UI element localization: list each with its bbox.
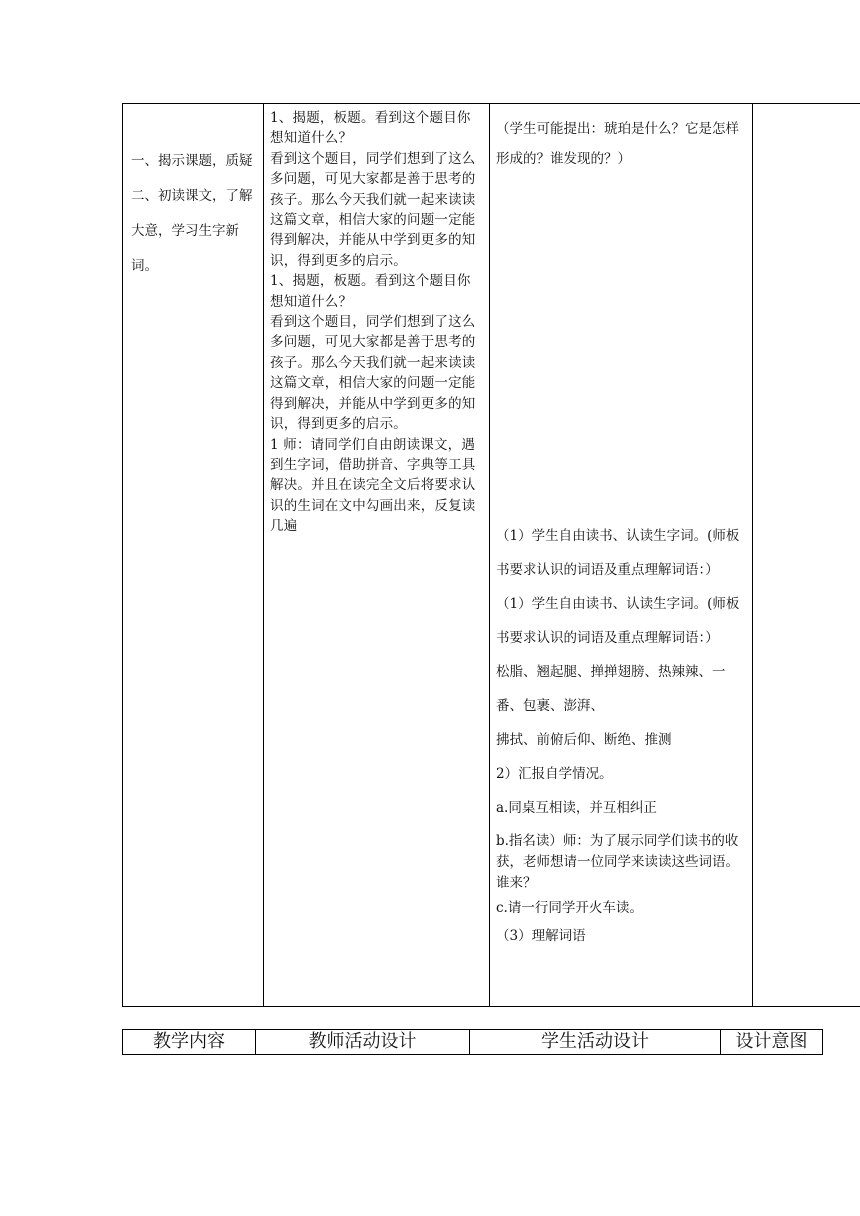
header-teaching-content: 教学内容 xyxy=(123,1030,256,1055)
teacher-paragraph: 1、揭题，板题。看到这个题目你想知道什么？ xyxy=(270,273,471,310)
vocabulary-list-1: 松脂、翘起腿、掸掸翅膀、热辣辣、一番、包裹、澎湃、 xyxy=(496,664,726,714)
header-row xyxy=(123,1030,823,1055)
teacher-paragraph: 1、揭题，板题。看到这个题目你想知道什么？ xyxy=(270,110,471,147)
teacher-paragraph: 1 师：请同学们自由朗读课文，遇到生字词，借助拼音、字典等工具解决。并且在读完全文后将要求认识的生词在文中勾画出来，反复读几遍 xyxy=(270,436,476,535)
student-step-1: （1）学生自由读书、认读生字词。(师板书要求认识的词语及重点理解词语：） xyxy=(496,528,740,578)
student-question-note: （学生可能提出：琥珀是什么？它是怎样形成的？谁发现的？） xyxy=(496,121,739,167)
header-table xyxy=(122,1029,823,1055)
content-item-1: 一、揭示课题，质疑 xyxy=(131,153,253,169)
header-teacher-activity: 教师活动设计 xyxy=(256,1030,470,1055)
table-row xyxy=(123,104,860,1007)
report-step: 2）汇报自学情况。 xyxy=(496,766,613,782)
step-c: c.请一行同学开火车读。 xyxy=(496,900,643,916)
step-a: a.同桌互相读，并互相纠正 xyxy=(496,800,657,816)
header-design-intent: 设计意图 xyxy=(721,1030,823,1055)
teacher-paragraph: 看到这个题目，同学们想到了这么多问题，可见大家都是善于思考的孩子。那么今天我们就一起来读读这篇文章，相信大家的问题一定能得到解决，并能从中学到更多的知识，得到更多的启示。 xyxy=(270,150,476,269)
design-intent-cell xyxy=(753,104,860,1007)
teacher-paragraph: 看到这个题目，同学们想到了这么多问题，可见大家都是善于思考的孩子。那么今天我们就一起来读读这篇文章，相信大家的问题一定能得到解决，并能从中学到更多的知识，得到更多的启示。 xyxy=(270,314,476,433)
content-item-2: 二、初读课文，了解大意，学习生字新词。 xyxy=(131,188,253,274)
student-activity-cell xyxy=(490,104,753,1007)
step-d: （3）理解词语 xyxy=(496,928,586,944)
lesson-plan-table xyxy=(122,103,860,1007)
header-student-activity: 学生活动设计 xyxy=(470,1030,721,1055)
teaching-content-cell xyxy=(123,104,264,1007)
step-b: b.指名读）师：为了展示同学们读书的收获，老师想请一位同学来读读这些词语。谁来？ xyxy=(496,833,739,891)
student-step-1-repeat: （1）学生自由读书、认读生字词。(师板书要求认识的词语及重点理解词语：） xyxy=(496,596,740,646)
teacher-activity-cell xyxy=(264,104,490,1007)
vocabulary-list-2: 拂拭、前俯后仰、断绝、推测 xyxy=(496,732,672,748)
